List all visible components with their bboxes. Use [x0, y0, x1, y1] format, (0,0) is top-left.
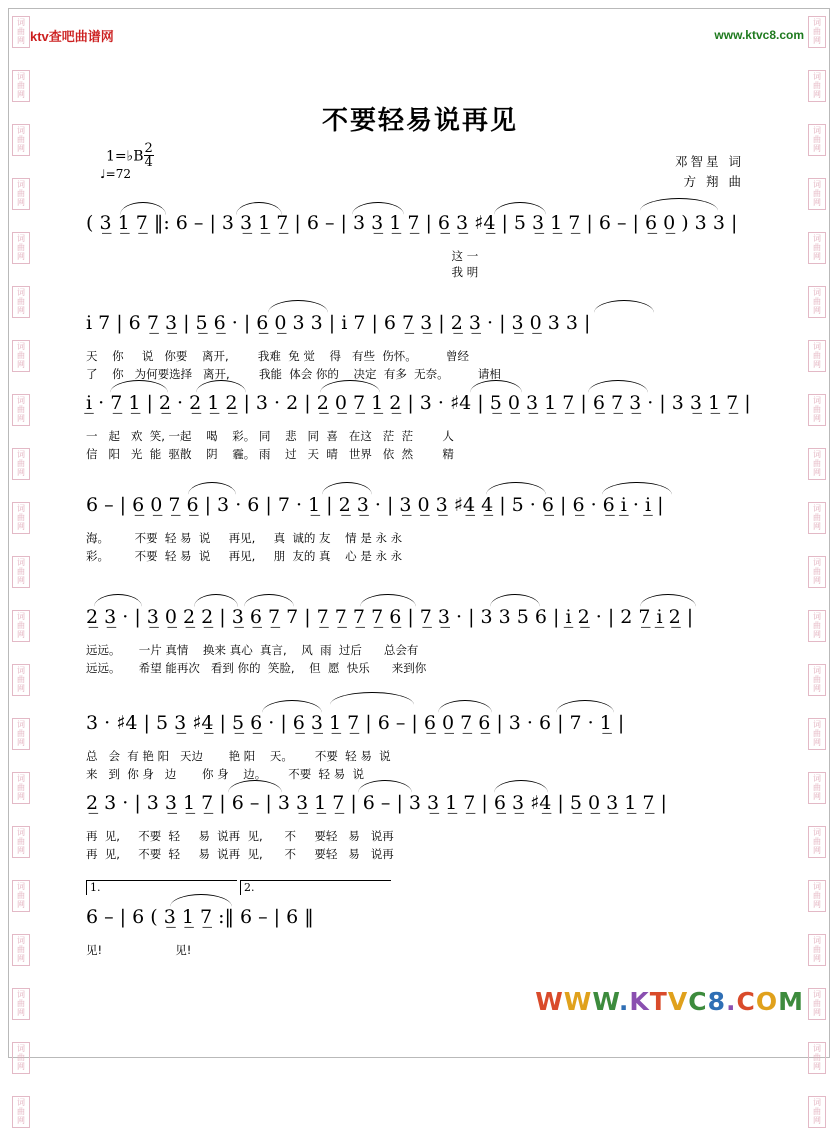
second-ending-label: 2.: [244, 881, 255, 894]
watermark-tile: 词 曲 网: [808, 556, 826, 588]
footer-watermark: WWW.KTVC8.COM: [535, 987, 804, 1016]
lyric-line-2: 远远。 希望 能再次 看到 你的 笑脸, 但 愿 快乐 来到你: [86, 661, 427, 675]
watermark-tile: 词 曲 网: [808, 826, 826, 858]
watermark-tile: 词 曲 网: [12, 1096, 30, 1128]
watermark-tile: 词 曲 网: [12, 1042, 30, 1074]
lyric-line-1: 再 见, 不要 轻 易 说再 见, 不 要轻 易 说再: [86, 829, 394, 843]
note-line: 2̲ 3 · | 3 3̲ 1̲ 7̲ | 6 – | 3 3̲ 1̲ 7̲ | 6 – | 3 3̲ 1̲ 7̲ | 6̲ 3̲ ♯4̲ | 5̲ 0̲ 3̲ 1̲ 7̲ |: [86, 792, 667, 814]
watermark-tile: 词 曲 网: [808, 718, 826, 750]
watermark-tile: 词 曲 网: [808, 988, 826, 1020]
watermark-tile: 词 曲 网: [12, 934, 30, 966]
watermark-tile: 词 曲 网: [808, 286, 826, 318]
site-url-header: www.ktvc8.com: [714, 28, 804, 42]
composer-credit: 方 翔 曲: [683, 174, 744, 189]
second-ending-bracket: [240, 880, 391, 895]
note-line: 6 – | 6̲ 0̲ 7̲ 6̲ | 3 · 6 | 7 · 1̲ | 2̲ 3̲ · | 3̲ 0̲ 3̲ ♯4̲ 4̲ | 5 · 6̲ | 6̲ · 6̲ i̲ · i̲ |: [86, 494, 664, 516]
watermark-tile: 词 曲 网: [12, 880, 30, 912]
lyric-line-2: 再 见, 不要 轻 易 说再 见, 不 要轻 易 说再: [86, 847, 394, 861]
watermark-tile: 词 曲 网: [808, 934, 826, 966]
lyric-line-2: 我 明: [86, 265, 479, 279]
lyric-line-1: 这 一: [86, 249, 479, 263]
watermark-tile: 词 曲 网: [12, 286, 30, 318]
tempo-marking: ♩=72: [100, 167, 131, 181]
note-line: i̲ · 7̲ 1̲ | 2̲ · 2̲ 1̲ 2̲ | 3 · 2 | 2̲ 0̲ 7̲ 1̲ 2̲ | 3 · ♯4 | 5̲ 0̲ 3̲ 1̲ 7̲ | 6̲ 7̲ 3̲ · | 3 3̲ 1̲ 7̲ |: [86, 392, 751, 414]
note-line: i 7 | 6 7̲ 3̲ | 5̲ 6̲ · | 6̲ 0̲ 3 3 | i 7 | 6 7̲ 3̲ | 2̲ 3̲ · | 3̲ 0̲ 3 3 |: [86, 312, 591, 334]
watermark-tile: 词 曲 网: [808, 880, 826, 912]
watermark-tile: 词 曲 网: [808, 664, 826, 696]
watermark-tile: 词 曲 网: [12, 394, 30, 426]
watermark-tile: 词 曲 网: [12, 988, 30, 1020]
watermark-tile: 词 曲 网: [808, 178, 826, 210]
slur-mark: [640, 198, 718, 211]
page-title: 不要轻易说再见: [321, 106, 518, 136]
watermark-tile: 词 曲 网: [12, 448, 30, 480]
time-signature-denominator: 4: [144, 155, 153, 170]
lyric-line-1: 见! 见!: [86, 943, 192, 957]
watermark-tile: 词 曲 网: [808, 124, 826, 156]
lyric-line-1: 一 起 欢 笑, 一起 喝 彩。 同 悲 同 喜 在这 茫 茫 人: [86, 429, 454, 443]
lyric-line-2: 信 阳 光 能 驱散 阴 霾。 雨 过 天 晴 世界 依 然 精: [86, 447, 454, 461]
note-line: 3 · ♯4 | 5 3̲ ♯4̲ | 5̲ 6̲ · | 6̲ 3̲ 1̲ 7̲ | 6 – | 6̲ 0̲ 7̲ 6̲ | 3 · 6 | 7 · 1̲ |: [86, 712, 625, 734]
watermark-tile: 词 曲 网: [808, 340, 826, 372]
watermark-tile: 词 曲 网: [808, 1042, 826, 1074]
watermark-tile: 词 曲 网: [808, 610, 826, 642]
lyric-line-1: 天 你 说 你要 离开, 我难 免 觉 得 有些 伤怀。 曾经: [86, 349, 469, 363]
note-line: 6 – | 6 ( 3̲ 1̲ 7̲ :‖ 6 – | 6 ‖: [86, 906, 314, 928]
watermark-tile: 词 曲 网: [12, 502, 30, 534]
watermark-tile: 词 曲 网: [808, 232, 826, 264]
watermark-tile: 词 曲 网: [12, 178, 30, 210]
watermark-tile: 词 曲 网: [12, 124, 30, 156]
lyric-line-1: 远远。 一片 真情 换来 真心 真言, 风 雨 过后 总会有: [86, 643, 419, 657]
time-signature-numerator: 2: [144, 141, 153, 156]
watermark-tile: 词 曲 网: [12, 340, 30, 372]
watermark-tile: 词 曲 网: [808, 772, 826, 804]
watermark-tile: 词 曲 网: [808, 448, 826, 480]
watermark-tile: 词 曲 网: [12, 718, 30, 750]
lyric-line-2: 彩。 不要 轻 易 说 再见, 朋 友的 真 心 是 永 永: [86, 549, 403, 563]
key-signature-text: 1=♭B: [106, 148, 144, 165]
watermark-tile: 词 曲 网: [12, 16, 30, 48]
watermark-tile: 词 曲 网: [808, 1096, 826, 1128]
watermark-tile: 词 曲 网: [808, 502, 826, 534]
watermark-tile: 词 曲 网: [12, 70, 30, 102]
watermark-tile: 词 曲 网: [12, 826, 30, 858]
site-watermark-header: ktv查吧曲谱网: [30, 29, 114, 44]
first-ending-bracket: [86, 880, 237, 895]
slur-mark: [330, 692, 414, 705]
note-line: 2̲ 3̲ · | 3̲ 0̲ 2̲ 2̲ | 3̲ 6̲ 7̲ 7 | 7̲ 7̲ 7̲ 7̲ 6̲ | 7̲ 3̲ · | 3 3 5 6 | i̲ 2̲ · | 2 7̲ i̲ 2̲ |: [86, 606, 694, 628]
watermark-tile: 词 曲 网: [12, 232, 30, 264]
first-ending-label: 1.: [90, 881, 101, 894]
watermark-tile: 词 曲 网: [12, 664, 30, 696]
watermark-tile: 词 曲 网: [12, 610, 30, 642]
watermark-tile: 词 曲 网: [808, 70, 826, 102]
lyric-line-2: 了 你 为何要选择 离开, 我能 体会 你的 决定 有多 无奈。 请相: [86, 367, 501, 381]
watermark-tile: 词 曲 网: [808, 16, 826, 48]
lyric-line-1: 海。 不要 轻 易 说 再见, 真 诚的 友 情 是 永 永: [86, 531, 403, 545]
note-line: ( 3̲ 1̲ 7̲ ‖: 6 – | 3 3̲ 1̲ 7̲ | 6 – | 3 3̲ 1̲ 7̲ | 6̲ 3̲ ♯4̲ | 5 3̲ 1̲ 7̲ | 6 – | 6̲ 0̲ ) 3 3 |: [86, 212, 738, 234]
watermark-tile: 词 曲 网: [12, 772, 30, 804]
watermark-tile: 词 曲 网: [808, 394, 826, 426]
lyricist-credit: 邓智星 词: [675, 154, 744, 169]
watermark-tile: 词 曲 网: [12, 556, 30, 588]
lyric-line-1: 总 会 有 艳 阳 天边 艳 阳 天。 不要 轻 易 说: [86, 749, 391, 763]
lyric-line-2: 来 到 你 身 边 你 身 边。 不要 轻 易 说: [86, 767, 364, 781]
